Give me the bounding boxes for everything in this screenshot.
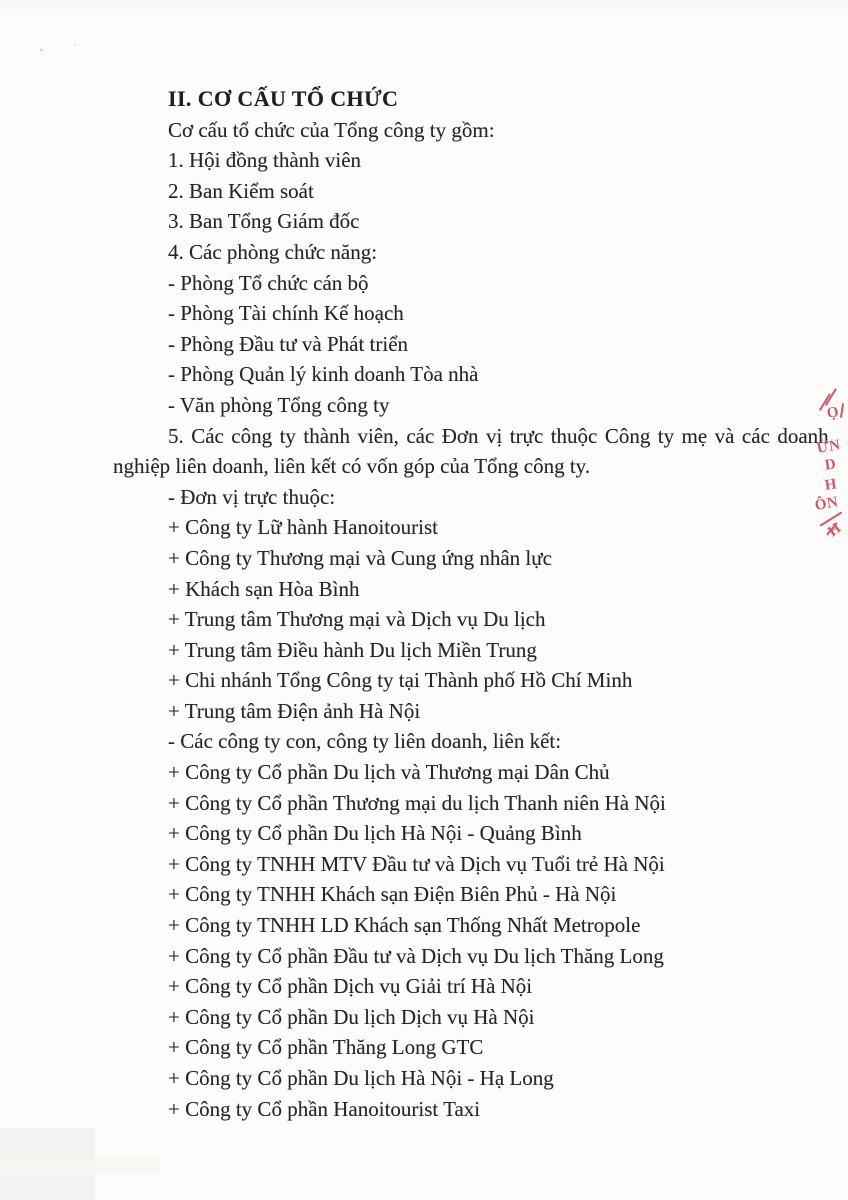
subsidiary-item: + Công ty Cổ phần Du lịch Hà Nội - Quảng Bình bbox=[168, 821, 582, 846]
subsidiary-item: + Công ty Cổ phần Đầu tư và Dịch vụ Du lịch Thăng Long bbox=[168, 943, 664, 968]
subsidiary-item: + Công ty Cổ phần Hanoitourist Taxi bbox=[168, 1096, 481, 1121]
affiliated-unit: + Trung tâm Điều hành Du lịch Miền Trung bbox=[168, 637, 537, 662]
stamp-ring-line bbox=[840, 403, 844, 418]
department-item: - Văn phòng Tổng công ty bbox=[168, 392, 390, 417]
affiliated-units-label: - Đơn vị trực thuộc: bbox=[168, 484, 336, 509]
subsidiary-item: + Công ty TNHH Khách sạn Điện Biên Phủ - Hà Nội bbox=[168, 882, 617, 907]
department-item: - Phòng Đầu tư và Phát triển bbox=[168, 331, 409, 356]
subsidiary-item: + Công ty TNHH MTV Đầu tư và Dịch vụ Tuổi trẻ Hà Nội bbox=[168, 851, 665, 876]
subsidiary-item: + Công ty Cổ phần Dịch vụ Giải trí Hà Nội bbox=[168, 974, 533, 999]
scan-edge-shading bbox=[0, 0, 848, 16]
stamp-letter: Ọ bbox=[825, 404, 841, 422]
affiliated-unit: + Chi nhánh Tổng Công ty tại Thành phố Hồ Chí Minh bbox=[168, 668, 633, 693]
stamp-letter: H bbox=[823, 476, 839, 494]
scan-speck bbox=[74, 44, 76, 46]
subsidiary-item: + Công ty Cổ phần Du lịch Hà Nội - Hạ Long bbox=[168, 1066, 554, 1090]
numbered-item: 1. Hội đồng thành viên bbox=[168, 148, 362, 173]
affiliated-unit: + Trung tâm Điện ảnh Hà Nội bbox=[168, 698, 421, 723]
stamp-letter: H bbox=[825, 520, 845, 541]
subsidiaries-label: - Các công ty con, công ty liên doanh, liên kết: bbox=[168, 729, 562, 754]
subsidiary-item: + Công ty TNHH LD Khách sạn Thống Nhất Metropole bbox=[168, 913, 641, 938]
affiliated-unit: + Khách sạn Hòa Bình bbox=[168, 576, 360, 601]
intro-line: Cơ cấu tổ chức của Tổng công ty gồm: bbox=[168, 117, 495, 142]
department-item: - Phòng Tài chính Kế hoạch bbox=[168, 301, 404, 326]
item5-paragraph-line1: 5. Các công ty thành viên, các Đơn vị trực thuộc Công ty mẹ và các doanh bbox=[168, 423, 829, 448]
scan-corner-shading bbox=[0, 1158, 160, 1174]
subsidiary-item: + Công ty Cổ phần Thăng Long GTC bbox=[168, 1035, 484, 1060]
affiliated-unit: + Trung tâm Thương mại và Dịch vụ Du lịch bbox=[168, 607, 546, 632]
subsidiary-item: + Công ty Cổ phần Du lịch và Thương mại Dân Chủ bbox=[168, 760, 610, 785]
numbered-item: 3. Ban Tổng Giám đốc bbox=[168, 209, 360, 234]
section-heading: II. CƠ CẤU TỔ CHỨC bbox=[168, 86, 399, 111]
item5-paragraph-line2: nghiệp liên doanh, liên kết có vốn góp của Tổng công ty. bbox=[113, 454, 591, 479]
department-item: - Phòng Tổ chức cán bộ bbox=[168, 270, 369, 295]
stamp-letter: ÔN bbox=[813, 494, 840, 514]
numbered-item: 2. Ban Kiểm soát bbox=[168, 178, 314, 203]
subsidiary-item: + Công ty Cổ phần Thương mại du lịch Thanh niên Hà Nội bbox=[168, 790, 666, 815]
scan-speck bbox=[40, 48, 44, 51]
affiliated-unit: + Công ty Thương mại và Cung ứng nhân lực bbox=[168, 545, 552, 570]
subsidiary-item: + Công ty Cổ phần Du lịch Dịch vụ Hà Nội bbox=[168, 1004, 535, 1029]
affiliated-unit: + Công ty Lữ hành Hanoitourist bbox=[168, 515, 438, 540]
stamp-letter: D bbox=[823, 456, 838, 474]
numbered-item: 4. Các phòng chức năng: bbox=[168, 239, 378, 264]
department-item: - Phòng Quản lý kinh doanh Tòa nhà bbox=[168, 362, 479, 387]
stamp-letter: ỬN bbox=[815, 437, 842, 457]
red-stamp-edge-fragment bbox=[814, 388, 848, 546]
